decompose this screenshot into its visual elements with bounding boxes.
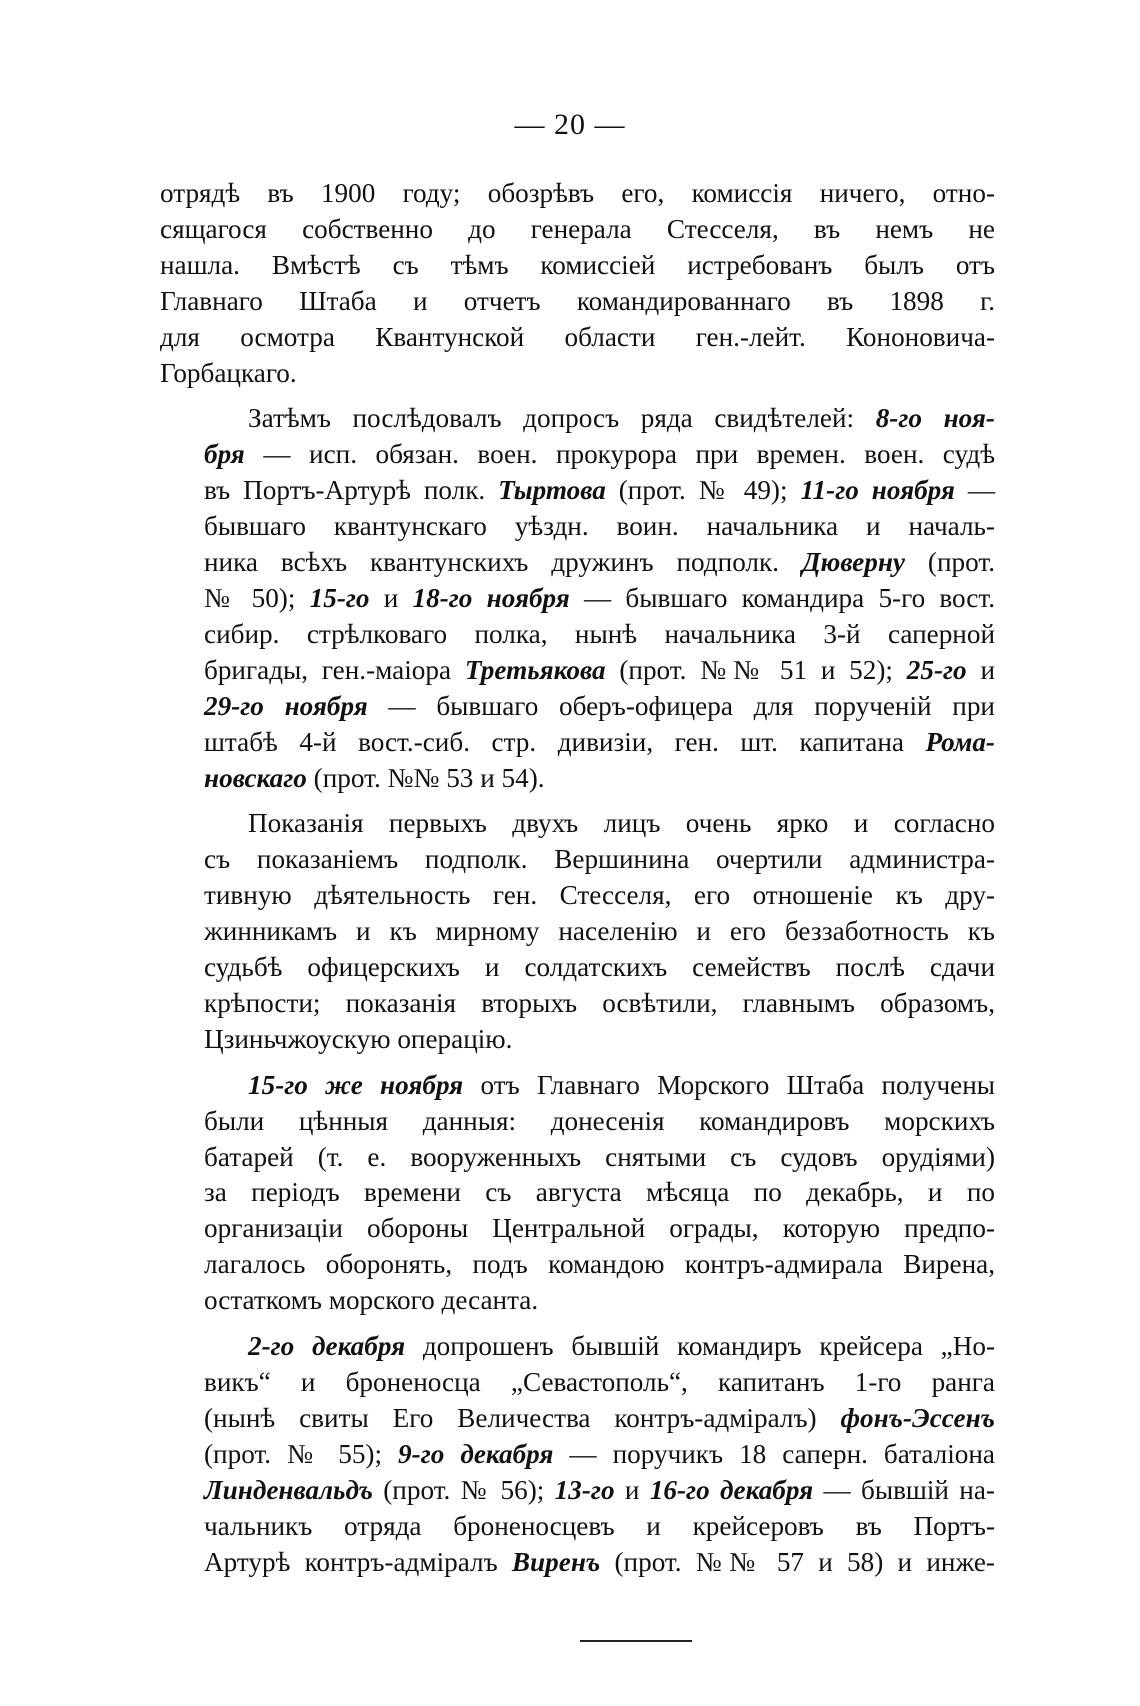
text-line: бывшаго квантунскаго уѣздн. воин. начальника и началь-: [204, 511, 995, 542]
text-line: для осмотра Квантунской области ген.-лейт. Кононовича-: [160, 321, 995, 352]
text-line: батарей (т. е. вооруженныхъ снятыми съ судовъ орудіями): [204, 1141, 995, 1172]
text-line: новскаго (прот. №№ 53 и 54).: [204, 762, 545, 793]
text-line: 15-го же ноября отъ Главнаго Морского Штаба получены: [248, 1069, 996, 1100]
text-line: сящагося собственно до генерала Стесселя, въ немъ не: [160, 213, 995, 244]
text-line: бригады, ген.-маіора Третьякова (прот. №№ 51 и 52); 25-го и: [204, 654, 995, 685]
text-line: лагалось оборонять, подъ командою контръ-адмирала Вирена,: [204, 1249, 995, 1280]
text-line: бря — исп. обязан. воен. прокурора при времен. воен. судѣ: [204, 439, 995, 470]
text-line: (прот. № 55); 9-го декабря — поручикъ 18 саперн. баталіона: [204, 1438, 995, 1469]
text-line: организаціи обороны Центральной ограды, которую предпо-: [204, 1213, 995, 1244]
text-line: Линденвальдъ (прот. № 56); 13-го и 16-го декабря — бывшій на-: [204, 1474, 995, 1505]
text-line: штабѣ 4-й вост.-сиб. стр. дивизіи, ген. шт. капитана Рома-: [204, 726, 995, 757]
text-line: въ Портъ-Артурѣ полк. Тыртова (прот. № 49); 11-го ноября —: [204, 475, 996, 506]
text-line: чальникъ отряда броненосцевъ и крейсеровъ въ Портъ-: [204, 1510, 995, 1541]
text-line: Цзиньчжоускую операцію.: [204, 1023, 513, 1054]
text-line: тивную дѣятельность ген. Стесселя, его отношеніе къ дру-: [204, 880, 995, 911]
body-text: [160, 176, 995, 1580]
text-line: 29-го ноября — бывшаго оберъ-офицера для порученій при: [204, 690, 995, 721]
text-line: Горбацкаго.: [160, 357, 297, 388]
text-line: сибир. стрѣлковаго полка, нынѣ начальника 3-й саперной: [204, 618, 995, 649]
text-line: Артурѣ контръ-адміралъ Виренъ (прот. №№ 57 и 58) и инже-: [204, 1546, 995, 1577]
page-number: — 20 —: [514, 108, 626, 141]
paragraph-3: [160, 806, 995, 1057]
text-line: 2-го декабря допрошенъ бывшій командиръ крейсера „Но-: [248, 1331, 995, 1362]
paragraph-1: [160, 176, 995, 391]
text-line: отрядѣ въ 1900 году; обозрѣвъ его, комиссія ничего, отно-: [160, 178, 995, 208]
footer-rule: [580, 1640, 692, 1642]
text-line: жинникамъ и къ мирному населенію и его беззаботность къ: [204, 916, 995, 947]
text-line: викъ“ и броненосца „Севастополь“, капитанъ 1-го ранга: [204, 1367, 995, 1397]
text-line: судьбѣ офицерскихъ и солдатскихъ семействъ послѣ сдачи: [204, 952, 995, 983]
text-line: Затѣмъ послѣдовалъ допросъ ряда свидѣтелей: 8-го ноя-: [248, 403, 995, 434]
text-line: Главнаго Штаба и отчетъ командированнаго въ 1898 г.: [160, 285, 995, 316]
text-line: съ показаніемъ подполк. Вершинина очертили администра-: [204, 844, 995, 875]
text-line: № 50); 15-го и 18-го ноября — бывшаго командира 5-го вост.: [204, 582, 996, 613]
paragraph-5: [160, 1329, 995, 1580]
text-line: остаткомъ морского десанта.: [204, 1285, 539, 1316]
text-line: за періодъ времени съ августа мѣсяца по декабрь, и по: [204, 1177, 995, 1208]
text-line: нашла. Вмѣстѣ съ тѣмъ комиссіей истребованъ былъ отъ: [160, 249, 995, 280]
text-line: крѣпости; показанія вторыхъ освѣтили, главнымъ образомъ,: [204, 987, 995, 1018]
text-line: (нынѣ свиты Его Величества контръ-адміралъ) фонъ-Эссенъ: [204, 1402, 995, 1433]
text-line: Показанія первыхъ двухъ лицъ очень ярко и согласно: [248, 808, 995, 839]
paragraph-2: [160, 401, 995, 796]
text-line: ника всѣхъ квантунскихъ дружинъ подполк. Дюверну (прот.: [204, 547, 995, 578]
paragraph-4: [160, 1068, 995, 1319]
text-line: были цѣнныя данныя: донесенія командировъ морскихъ: [204, 1105, 995, 1136]
